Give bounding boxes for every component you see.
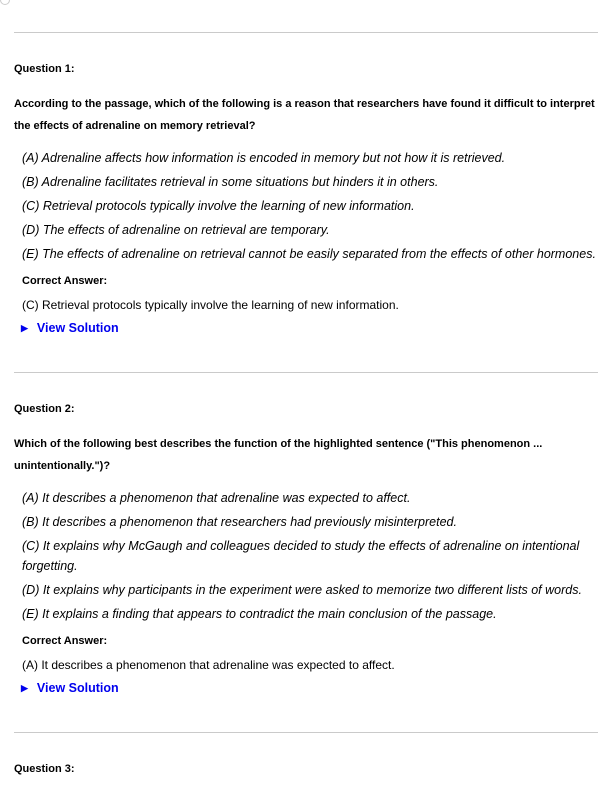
- question-2-view-solution-link[interactable]: [21, 681, 119, 696]
- question-1-option-b: (B) Adrenaline facilitates retrieval in some situations but hinders it in others.: [22, 175, 439, 189]
- cropped-circle-artifact: [0, 0, 10, 5]
- question-1-option-c: (C) Retrieval protocols typically involve the learning of new information.: [22, 199, 415, 213]
- section-divider: [14, 372, 598, 373]
- section-divider: [14, 732, 598, 733]
- question-2-view-solution-label: View Solution: [36, 681, 119, 695]
- question-3-label: Question 3:: [14, 763, 75, 775]
- question-1-options: [22, 148, 600, 264]
- question-1-text: According to the passage, which of the following is a reason that researchers have found it difficult to interpret the effects of adrenaline on memory retrieval?: [14, 98, 595, 132]
- question-1-option-d: (D) The effects of adrenaline on retrieval are temporary.: [22, 223, 330, 237]
- question-2-correct-answer-label: Correct Answer:: [22, 635, 108, 647]
- question-3-block: [0, 763, 612, 776]
- question-2-option-b: (B) It describes a phenomenon that researchers had previously misinterpreted.: [22, 515, 457, 529]
- question-2-options: [22, 488, 600, 624]
- question-1-block: [0, 63, 612, 372]
- question-2-option-c: (C) It explains why McGaugh and colleagues decided to study the effects of adrenaline on intentional forgetting.: [22, 539, 580, 573]
- question-1-view-solution-link[interactable]: [21, 321, 119, 336]
- question-1-option-e: (E) The effects of adrenaline on retrieval cannot be easily separated from the effects of other hormones.: [22, 247, 596, 261]
- question-2-block: [0, 403, 612, 732]
- disclosure-triangle-icon: ▶: [21, 683, 28, 693]
- question-2-option-a: (A) It describes a phenomenon that adrenaline was expected to affect.: [22, 491, 411, 505]
- section-divider: [14, 32, 598, 33]
- question-1-correct-answer-text: (C) Retrieval protocols typically involve the learning of new information.: [22, 298, 399, 312]
- question-2-option-d: (D) It explains why participants in the experiment were asked to memorize two different lists of words.: [22, 583, 582, 597]
- question-2-text: Which of the following best describes the function of the highlighted sentence ("This phenomenon ... unintentionally.")?: [14, 438, 543, 472]
- question-2-option-e: (E) It explains a finding that appears to contradict the main conclusion of the passage.: [22, 607, 497, 621]
- question-1-correct-answer-label: Correct Answer:: [22, 275, 108, 287]
- question-1-label: Question 1:: [14, 63, 75, 75]
- question-1-option-a: (A) Adrenaline affects how information is encoded in memory but not how it is retrieved.: [22, 151, 506, 165]
- question-2-label: Question 2:: [14, 403, 75, 415]
- question-2-correct-answer-text: (A) It describes a phenomenon that adrenaline was expected to affect.: [22, 658, 395, 672]
- question-1-view-solution-label: View Solution: [36, 321, 119, 335]
- disclosure-triangle-icon: ▶: [21, 323, 28, 333]
